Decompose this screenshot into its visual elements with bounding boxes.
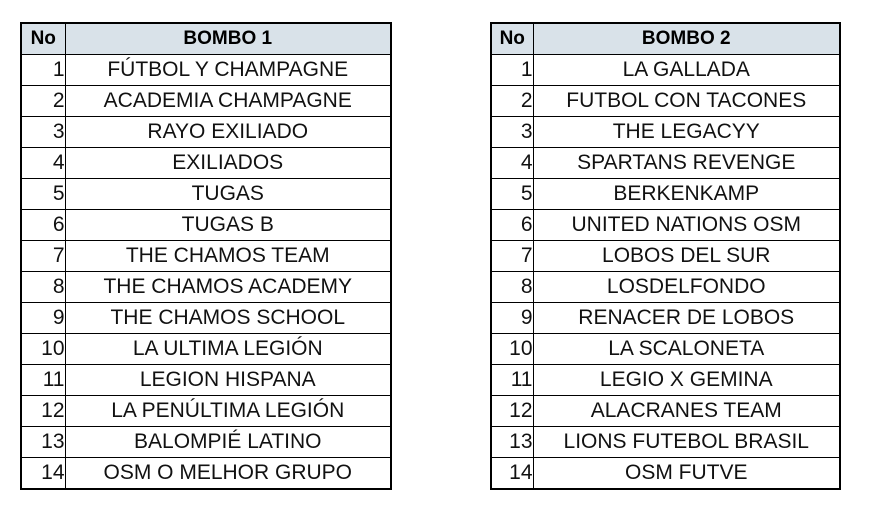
table-row bbox=[21, 365, 391, 396]
table-row bbox=[21, 427, 391, 458]
row-number: 10 bbox=[21, 334, 65, 365]
team-name: FUTBOL CON TACONES bbox=[533, 86, 840, 117]
row-number: 6 bbox=[491, 210, 533, 241]
table-row bbox=[491, 117, 840, 148]
table-row bbox=[491, 272, 840, 303]
team-name: OSM FUTVE bbox=[533, 458, 840, 490]
table-row bbox=[491, 55, 840, 86]
team-name: THE CHAMOS ACADEMY bbox=[65, 272, 391, 303]
row-number: 12 bbox=[21, 396, 65, 427]
row-number: 9 bbox=[21, 303, 65, 334]
pot-title-header: BOMBO 1 bbox=[65, 23, 391, 55]
team-name: THE CHAMOS SCHOOL bbox=[65, 303, 391, 334]
team-name: THE LEGACYY bbox=[533, 117, 840, 148]
table-row bbox=[491, 148, 840, 179]
no-column-header: No bbox=[491, 23, 533, 55]
row-number: 3 bbox=[21, 117, 65, 148]
table-row bbox=[491, 458, 840, 490]
team-name: LA GALLADA bbox=[533, 55, 840, 86]
table-row bbox=[21, 396, 391, 427]
table-row bbox=[491, 210, 840, 241]
team-name: UNITED NATIONS OSM bbox=[533, 210, 840, 241]
row-number: 1 bbox=[21, 55, 65, 86]
team-name: LA ULTIMA LEGIÓN bbox=[65, 334, 391, 365]
row-number: 6 bbox=[21, 210, 65, 241]
row-number: 8 bbox=[491, 272, 533, 303]
row-number: 3 bbox=[491, 117, 533, 148]
table-row bbox=[21, 148, 391, 179]
bombo-1-table bbox=[20, 22, 392, 490]
row-number: 7 bbox=[21, 241, 65, 272]
table-row bbox=[21, 303, 391, 334]
table-row bbox=[491, 427, 840, 458]
row-number: 1 bbox=[491, 55, 533, 86]
table-row bbox=[21, 272, 391, 303]
team-name: SPARTANS REVENGE bbox=[533, 148, 840, 179]
table-row bbox=[491, 86, 840, 117]
table-row bbox=[491, 179, 840, 210]
table-row bbox=[21, 241, 391, 272]
header-row bbox=[491, 23, 840, 55]
table-row bbox=[21, 210, 391, 241]
table-row bbox=[21, 86, 391, 117]
team-name: BALOMPIÉ LATINO bbox=[65, 427, 391, 458]
row-number: 8 bbox=[21, 272, 65, 303]
row-number: 13 bbox=[21, 427, 65, 458]
team-name: RENACER DE LOBOS bbox=[533, 303, 840, 334]
row-number: 14 bbox=[21, 458, 65, 490]
row-number: 2 bbox=[491, 86, 533, 117]
team-name: LOSDELFONDO bbox=[533, 272, 840, 303]
team-name: ACADEMIA CHAMPAGNE bbox=[65, 86, 391, 117]
table-row bbox=[21, 179, 391, 210]
team-name: BERKENKAMP bbox=[533, 179, 840, 210]
row-number: 11 bbox=[491, 365, 533, 396]
pot-title-header: BOMBO 2 bbox=[533, 23, 840, 55]
no-column-header: No bbox=[21, 23, 65, 55]
row-number: 14 bbox=[491, 458, 533, 490]
team-name: EXILIADOS bbox=[65, 148, 391, 179]
table-row bbox=[491, 241, 840, 272]
table-row bbox=[21, 55, 391, 86]
row-number: 4 bbox=[491, 148, 533, 179]
row-number: 11 bbox=[21, 365, 65, 396]
team-name: LIONS FUTEBOL BRASIL bbox=[533, 427, 840, 458]
team-name: TUGAS B bbox=[65, 210, 391, 241]
table-row bbox=[21, 334, 391, 365]
team-name: LA SCALONETA bbox=[533, 334, 840, 365]
team-name: LA PENÚLTIMA LEGIÓN bbox=[65, 396, 391, 427]
row-number: 9 bbox=[491, 303, 533, 334]
bombo-2-table bbox=[490, 22, 841, 490]
team-name: LOBOS DEL SUR bbox=[533, 241, 840, 272]
table-row bbox=[491, 365, 840, 396]
team-name: THE CHAMOS TEAM bbox=[65, 241, 391, 272]
team-name: LEGION HISPANA bbox=[65, 365, 391, 396]
row-number: 7 bbox=[491, 241, 533, 272]
team-name: ALACRANES TEAM bbox=[533, 396, 840, 427]
row-number: 10 bbox=[491, 334, 533, 365]
header-row bbox=[21, 23, 391, 55]
table-row bbox=[21, 117, 391, 148]
table-row bbox=[491, 334, 840, 365]
team-name: OSM O MELHOR GRUPO bbox=[65, 458, 391, 490]
table-row bbox=[21, 458, 391, 490]
team-name: RAYO EXILIADO bbox=[65, 117, 391, 148]
row-number: 4 bbox=[21, 148, 65, 179]
row-number: 5 bbox=[491, 179, 533, 210]
team-name: LEGIO X GEMINA bbox=[533, 365, 840, 396]
row-number: 5 bbox=[21, 179, 65, 210]
table-row bbox=[491, 303, 840, 334]
row-number: 12 bbox=[491, 396, 533, 427]
table-row bbox=[491, 396, 840, 427]
row-number: 13 bbox=[491, 427, 533, 458]
team-name: FÚTBOL Y CHAMPAGNE bbox=[65, 55, 391, 86]
row-number: 2 bbox=[21, 86, 65, 117]
team-name: TUGAS bbox=[65, 179, 391, 210]
